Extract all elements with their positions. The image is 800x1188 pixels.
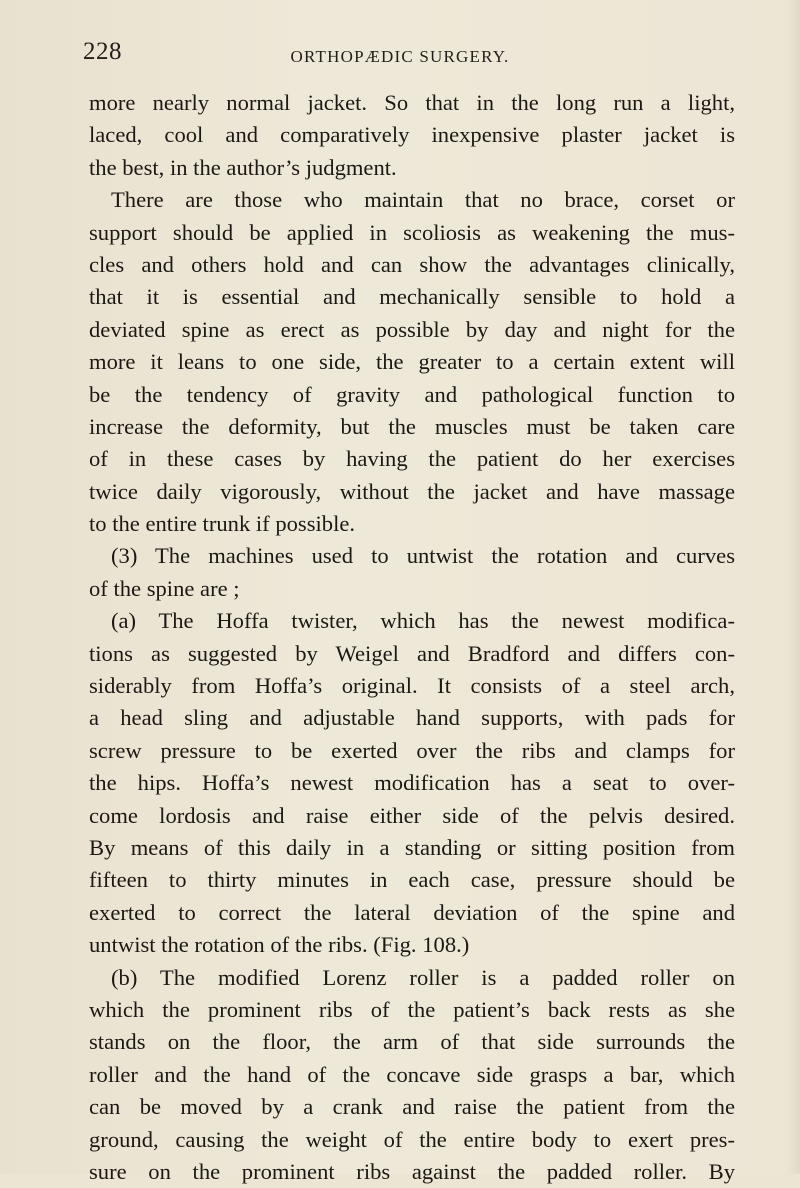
text-line: more nearly normal jacket. So that in the long run a light, — [89, 90, 735, 115]
text-line: untwist the rotation of the ribs. (Fig. 108.) — [89, 932, 470, 958]
text-line: exerted to correct the lateral deviation of the spine and — [89, 899, 735, 925]
running-head: ORTHOPÆDIC SURGERY. — [290, 47, 510, 66]
text-line: laced, cool and comparatively inexpensive plaster jacket is — [89, 122, 735, 148]
text-line: come lordosis and raise either side of the pelvis desired. — [89, 802, 735, 828]
text-line: siderably from Hoffa’s original. It consists of a steel arch, — [89, 673, 735, 699]
text-line: support should be applied in scoliosis as weakening the mus- — [89, 219, 735, 245]
page-number: 228 — [83, 38, 122, 65]
text-line: ground, causing the weight of the entire body to exert pres- — [89, 1126, 735, 1152]
text-line: be the tendency of gravity and pathological function to — [89, 381, 735, 407]
text-line: stands on the floor, the arm of that side surrounds the — [89, 1029, 735, 1055]
text-line: There are those who maintain that no brace, corset or — [111, 187, 735, 213]
text-line: the hips. Hoffa’s newest modification has a seat to over- — [89, 770, 735, 796]
text-line: to the entire trunk if possible. — [89, 511, 356, 537]
text-line: the best, in the author’s judgment. — [89, 154, 397, 180]
text-line: that it is essential and mechanically sensible to hold a — [89, 284, 735, 310]
text-line: cles and others hold and can show the advantages clinically, — [89, 251, 735, 277]
text-line: tions as suggested by Weigel and Bradford and differs con- — [89, 640, 735, 666]
text-line: of in these cases by having the patient do her exercises — [89, 446, 735, 472]
text-line: screw pressure to be exerted over the ribs and clamps for — [89, 737, 735, 763]
text-line: of the spine are ; — [89, 575, 240, 601]
text-line: (b) The modified Lorenz roller is a padded roller on — [111, 964, 735, 990]
text-line: By means of this daily in a standing or sitting position from — [89, 834, 735, 860]
text-line: fifteen to thirty minutes in each case, pressure should be — [89, 867, 735, 893]
page-header — [0, 38, 800, 78]
text-line: twice daily vigorously, without the jacket and have massage — [89, 478, 735, 504]
text-line: a head sling and adjustable hand supports, with pads for — [89, 705, 735, 731]
text-line: more it leans to one side, the greater to a certain extent will — [89, 349, 735, 375]
text-line: can be moved by a crank and raise the patient from the — [89, 1094, 735, 1120]
text-line: which the prominent ribs of the patient’s back rests as she — [89, 996, 735, 1022]
text-line: roller and the hand of the concave side grasps a bar, which — [89, 1061, 735, 1087]
text-line: (3) The machines used to untwist the rotation and curves — [111, 543, 735, 569]
text-line: increase the deformity, but the muscles must be taken care — [89, 413, 735, 439]
text-line: sure on the prominent ribs against the padded roller. By — [89, 1158, 735, 1184]
body-text — [89, 87, 735, 1188]
text-line: (a) The Hoffa twister, which has the newest modifica- — [111, 608, 735, 634]
page-edge-shadow — [786, 0, 800, 1174]
text-line: deviated spine as erect as possible by day and night for the — [89, 316, 735, 342]
